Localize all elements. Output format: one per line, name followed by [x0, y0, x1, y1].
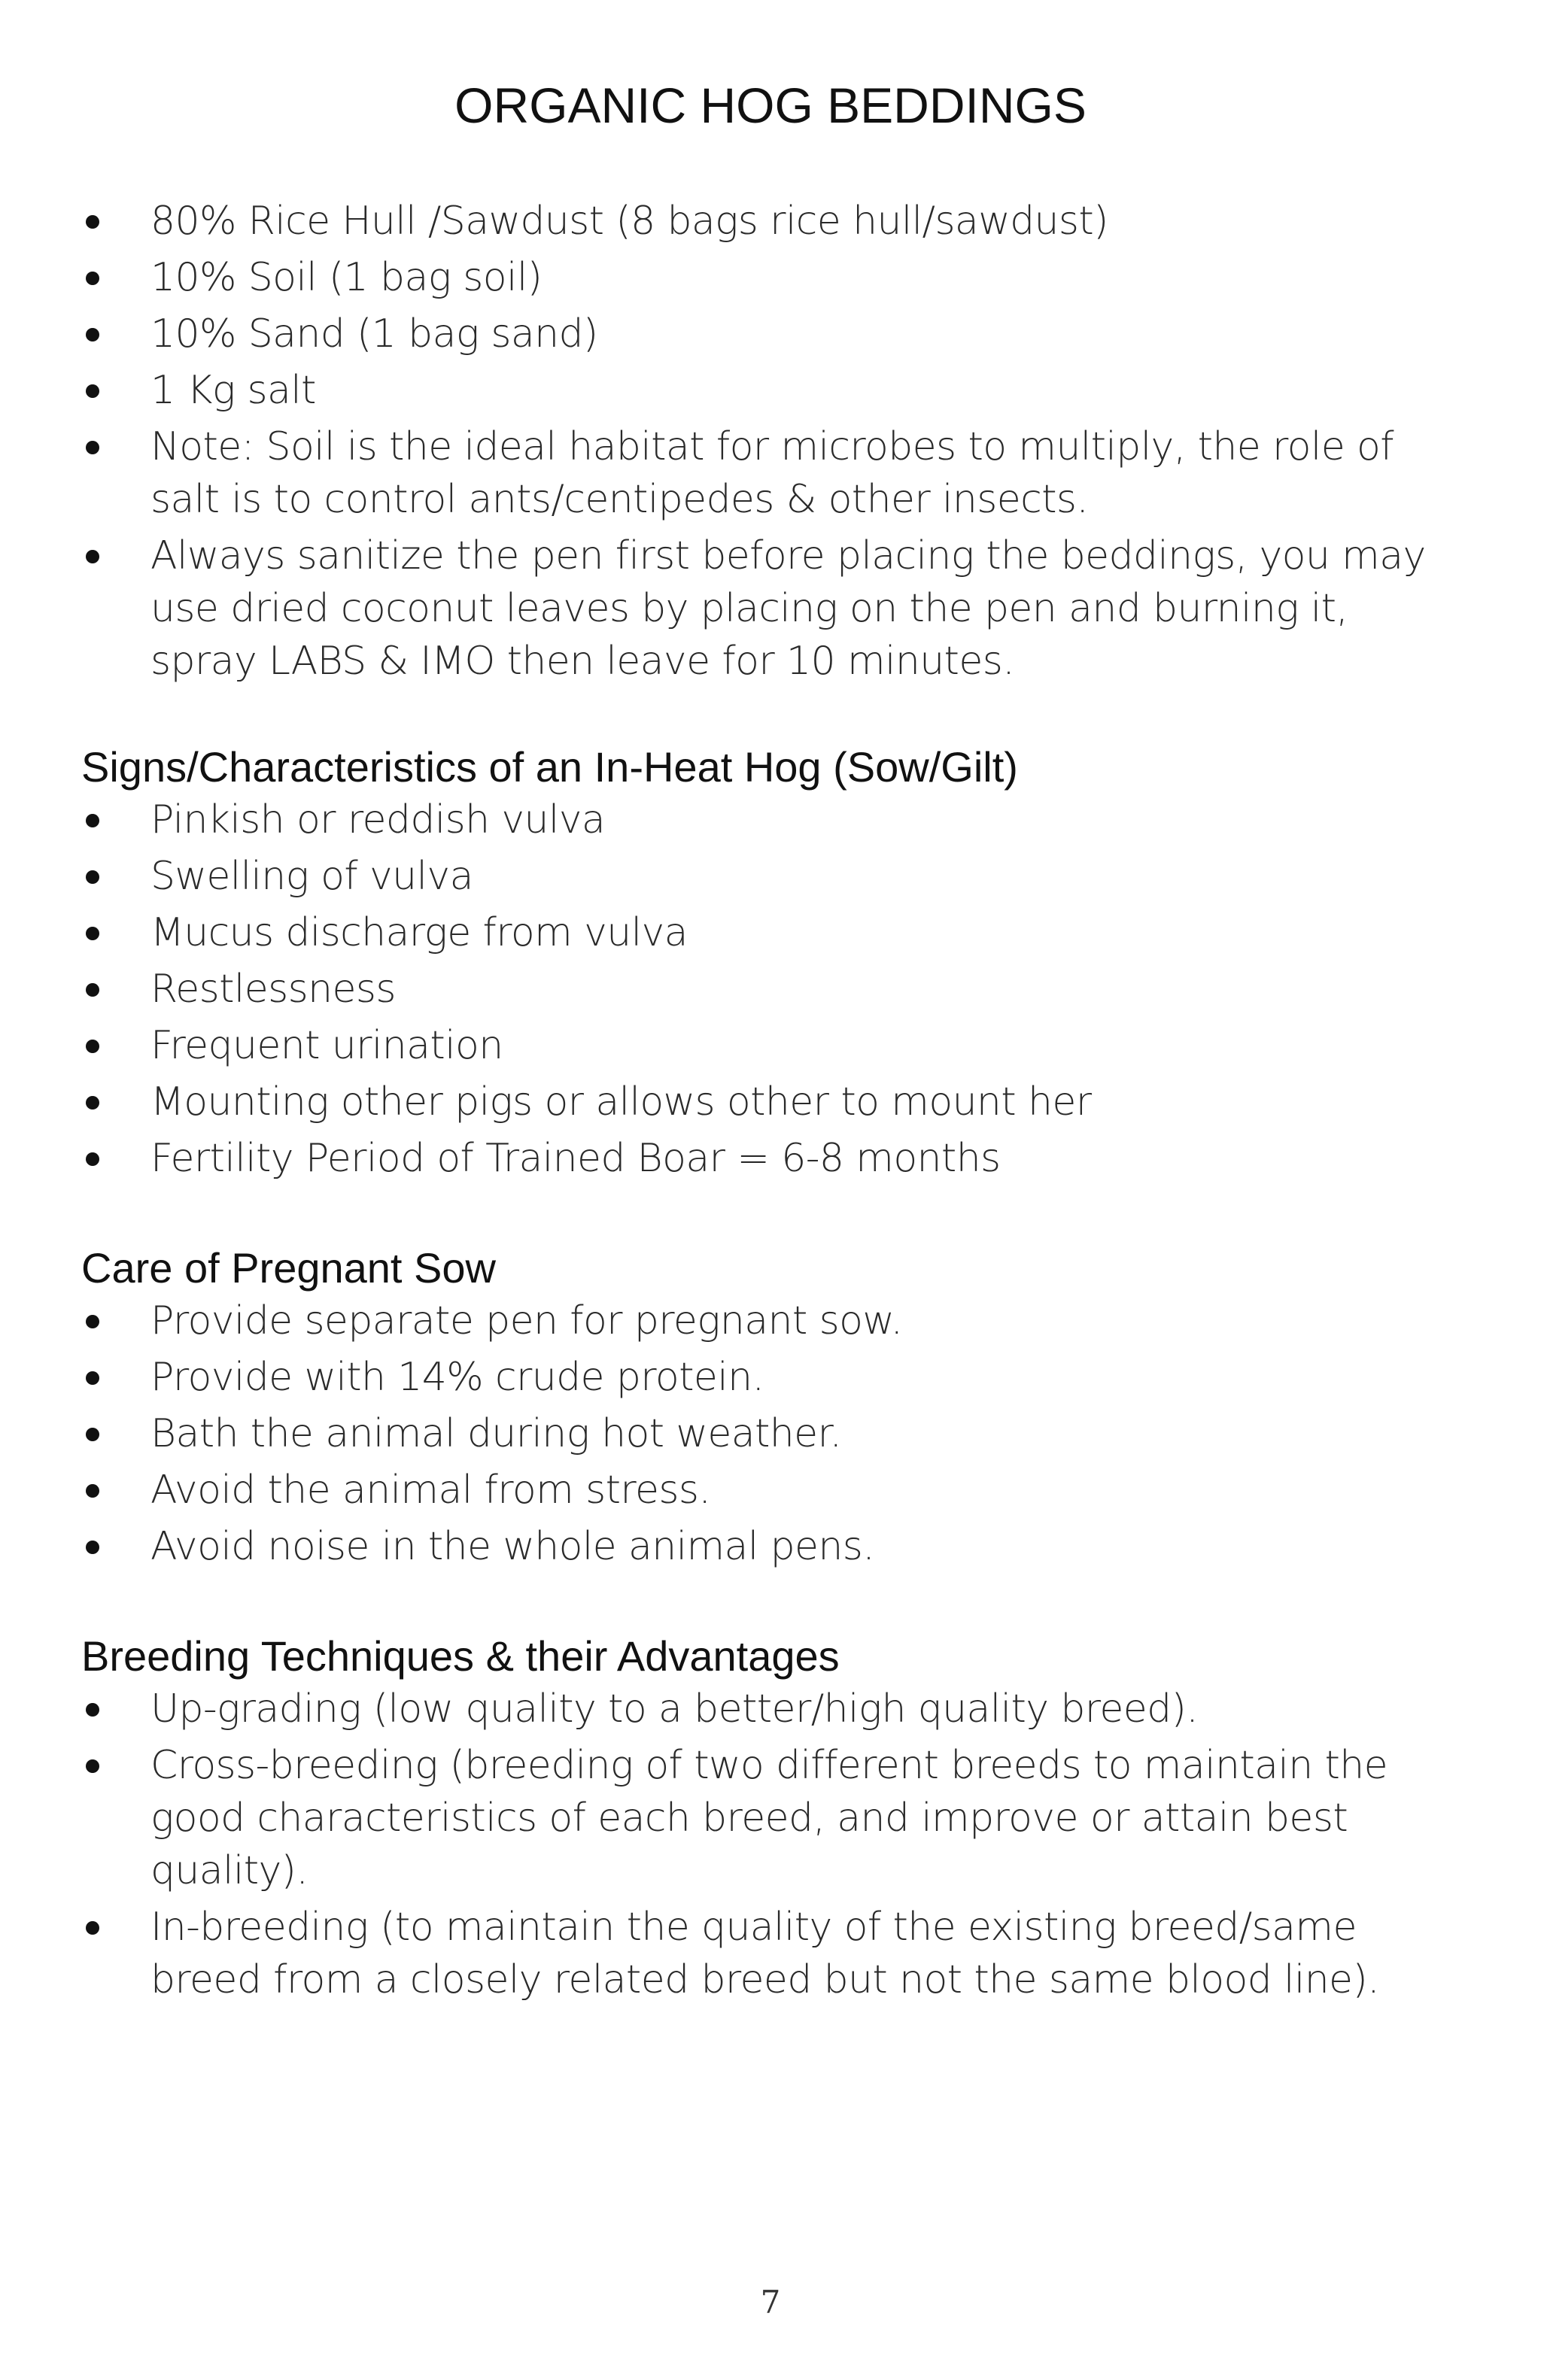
section-heading: Care of Pregnant Sow — [81, 1244, 496, 1292]
list-item: Avoid the animal from stress. — [81, 1464, 1466, 1516]
list-item: Provide separate pen for pregnant sow. — [81, 1295, 1466, 1347]
bullet-icon — [86, 550, 99, 563]
list-item: 10% Soil (1 bag soil) — [81, 251, 1466, 304]
list-item: Up-grading (low quality to a better/high quality breed). — [81, 1683, 1466, 1735]
list-item: Mounting other pigs or allows other to mount her — [81, 1076, 1466, 1128]
list-item: Restlessness — [81, 963, 1466, 1015]
bullet-icon — [86, 1703, 99, 1717]
list-item: In-breeding (to maintain the quality of the existing breed/same breed from a closely related breed but not the same blood line). — [81, 1901, 1466, 2006]
list-item: Fertility Period of Trained Boar = 6-8 months — [81, 1132, 1466, 1185]
section-heading: Breeding Techniques & their Advantages — [81, 1632, 840, 1680]
bullet-icon — [86, 1096, 99, 1110]
bullet-icon — [86, 215, 99, 229]
bullet-icon — [86, 1152, 99, 1166]
list-item: Cross-breeding (breeding of two different breeds to maintain the good characteristics of each breed, and improve or attain best quality). — [81, 1739, 1466, 1897]
bullet-icon — [86, 1371, 99, 1385]
list-item: Bath the animal during hot weather. — [81, 1407, 1466, 1460]
beddings-list — [81, 195, 1466, 688]
bullet-icon — [86, 441, 99, 454]
list-item: Mucus discharge from vulva — [81, 906, 1466, 959]
bullet-icon — [86, 1315, 99, 1328]
breeding-list — [81, 1683, 1466, 2006]
bullet-icon — [86, 983, 99, 997]
heat-signs-section — [81, 741, 1466, 1188]
list-item: 80% Rice Hull /Sawdust (8 bags rice hull/sawdust) — [81, 195, 1466, 247]
bullet-icon — [86, 1759, 99, 1773]
bullet-icon — [86, 814, 99, 827]
bullet-icon — [86, 1040, 99, 1053]
bullet-icon — [86, 1428, 99, 1441]
pregnant-care-list — [81, 1295, 1466, 1573]
page-title: ORGANIC HOG BEDDINGS — [454, 77, 1087, 133]
bullet-icon — [86, 384, 99, 398]
list-item: 1 Kg salt — [81, 364, 1466, 417]
beddings-section — [81, 195, 1466, 691]
bullet-icon — [86, 1541, 99, 1554]
bullet-icon — [86, 1484, 99, 1498]
breeding-section — [81, 1630, 1466, 2010]
bullet-icon — [86, 1921, 99, 1935]
list-item: Always sanitize the pen first before placing the beddings, you may use dried coconut leaves by placing on the pen and burning it, spray LABS & IMO then leave for 10 minutes. — [81, 530, 1466, 688]
bullet-icon — [86, 927, 99, 940]
pregnant-care-section — [81, 1242, 1466, 1577]
list-item: Swelling of vulva — [81, 850, 1466, 903]
list-item: Provide with 14% crude protein. — [81, 1351, 1466, 1404]
list-item: 10% Sand (1 bag sand) — [81, 308, 1466, 360]
list-item: Frequent urination — [81, 1019, 1466, 1072]
page-number: 7 — [760, 2284, 781, 2321]
section-heading: Signs/Characteristics of an In-Heat Hog (Sow/Gilt) — [81, 743, 1018, 791]
bullet-icon — [86, 328, 99, 342]
list-item: Note: Soil is the ideal habitat for microbes to multiply, the role of salt is to control ants/centipedes & other insects. — [81, 420, 1466, 526]
bullet-icon — [86, 272, 99, 285]
list-item: Pinkish or reddish vulva — [81, 794, 1466, 846]
heat-signs-list — [81, 794, 1466, 1185]
bullet-icon — [86, 870, 99, 884]
list-item: Avoid noise in the whole animal pens. — [81, 1520, 1466, 1573]
